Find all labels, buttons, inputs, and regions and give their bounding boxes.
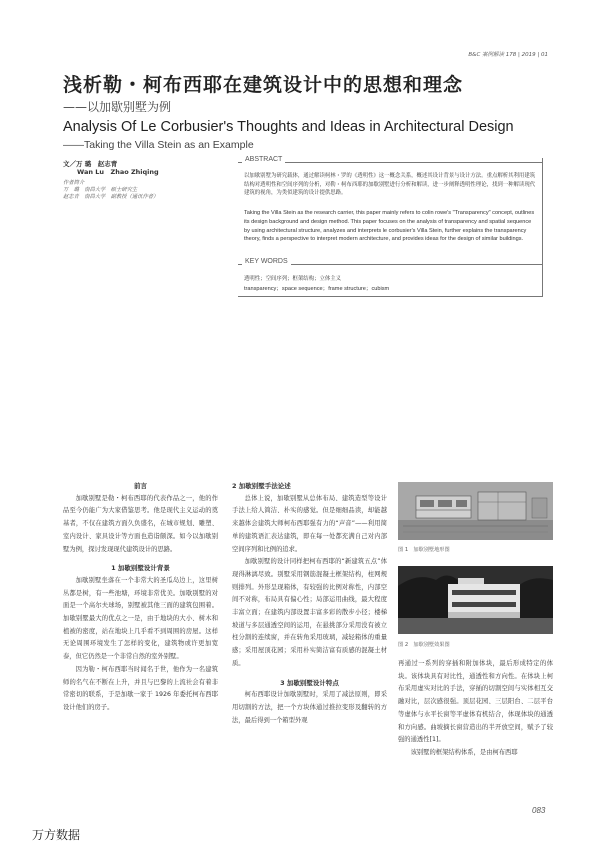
section-1-paragraph-1: 加歇别墅坐落在一个非常大的圣瓜岛边上，这里树丛都是树，有一些池塘，环境非常优美。加歇别墅的对面是一个高尔夫球场，别墅被其他三面的建筑包围着。加歇别墅最大的优点之一是，由于地块的大小、树木和植被的密度，站在地块上几乎看不到周围的房屋。这样无论周围环境发生了怎样的变化，建筑物或许更加宽泰，但它仍然是一个非常自然的室外别墅。 (63, 576, 218, 661)
subtitle-english: ——Taking the Villa Stein as an Example (63, 139, 254, 151)
abstract-label: ABSTRACT (242, 156, 285, 163)
body-column-1 (63, 480, 218, 715)
title-chinese: 浅析勒・柯布西耶在建筑设计中的思想和理念 (63, 74, 464, 96)
figure-2-caption: 图 2 加歇别墅效果图 (398, 642, 450, 648)
abstract-chinese: 以加歇别墅为研究载体，通过解读柯林・罗的《透明性》这一概念关系，概述其设计背景与设计方法。重点解析其利用建筑结构对透明性和空间序列的分析，对勒・柯布西耶的加歇别墅进行分析和解读，进一步阐释透明性理论，找到一种解读现代建筑的视角，为类似建筑的设计提供思路。 (244, 173, 536, 196)
author-block (63, 160, 233, 201)
preface-heading: 前言 (134, 482, 147, 490)
body-column-2 (232, 480, 387, 727)
author-intro-2: 赵志青 南昌大学 副教授（通讯作者） (63, 194, 159, 200)
section-3-heading: 3 加歇别墅设计特点 (280, 678, 339, 687)
journal-header: B&C 案例解读 178 | 2019 | 01 (468, 52, 548, 58)
body-column-3 (398, 658, 553, 760)
preface-paragraph: 加歇别墅是勒・柯布西耶的代表作品之一，他的作品至今仍能广为大家借鉴思考。他是现代主义运动的奠基者，不仅在建筑方面久负盛名，在城市规划、雕塑、室内设计、家具设计等方面也造诣颇深。如今以加歇别墅为例，探讨发现现代建筑设计的思路。 (63, 494, 218, 553)
column-3-paragraph-2: 该别墅的框架结构体系，是由柯布西耶 (410, 748, 518, 756)
author-names-en: Wan Lu Zhao Zhiqing (77, 168, 159, 176)
section-1-paragraph-2: 因为勒・柯布西耶当时闻名于世，他作为一名建筑师的名气在不断在上升，并且与巴黎的上流社会有着非常密切的联系，于是加歇一家于 1926 年委托柯布西耶设计他们的房子。 (63, 665, 218, 711)
site-plan-photo (398, 482, 553, 540)
author-intro-label: 作者简介 (63, 180, 85, 186)
figure-1-caption: 图 1 加歇别墅地形图 (398, 547, 450, 553)
section-3-paragraph-1: 柯布西耶设计加歇别墅时，采用了减法原则，即采用切割的方法，把一个方块体通过推拉变形及翻转的方法，最后得到一个箱型外观 (232, 691, 387, 724)
subtitle-chinese: ——以加歇别墅为例 (63, 100, 172, 114)
column-3-paragraph-1: 再通过一系列的穿插和附加体块，最后形成特定的体块。该体块具有对比性，通透性和方向性。在体块上柯布采用虚实对比的手法，穿插的切割空间与实体相互交融对比，层次感很强。顶层花园、三层阳台、二层平台等虚体与水平长窗等平虚体有机结合，体现体块的通透和方向感。曲坡摘长窗营造出的半开放空间，赋予了较强的通透性[1]。 (398, 660, 553, 744)
author-names-cn: 文／万 璐 赵志青 (63, 160, 118, 168)
author-intro-1: 万 璐 南昌大学 硕士研究生 (63, 187, 138, 193)
section-2-paragraph-2: 加歇别墅的设计同样把柯布西耶的“新建筑五点”体现得淋漓尽致。别墅采用钢筋混凝土框架结构，柱网规则排列。外形呈现箱体，有较强的比例对称性，内部空间不对称，布局具有偏心性；局部运用曲线，最大程度丰富立面；在建筑内部设置丰富多彩的散步小径；楼梯坡道与多层通透空间的运用，在悬挑部分采用没有被立柱分割的连续窗，并在转角采用玻璃，减轻箱体的重量感；采用屋顶花园；采用朴实简洁富有质感的混凝土材质。 (232, 558, 387, 667)
keywords-english: transparency；space sequence；frame structure；cubism (244, 286, 390, 292)
section-1-heading: 1 加歇别墅设计背景 (111, 564, 170, 573)
footer-watermark: 万方数据 (32, 828, 81, 842)
abstract-english: Taking the Villa Stein as the research carrier, this paper mainly refers to colin rowe's "Transparency" concept, outlines its design background and design method. This paper focuses on the analysis of transparency and spatial sequence by using architectural structure, analyzes and interprets le corbusier's Villa Stein, further explains the transparency theory, finds a perspective to interpret modern architecture, and provides ideas for the design of similar buildings. (244, 210, 535, 243)
section-2-paragraph-1: 总体上说，加歇别墅从总体布局、建筑造型等设计手法上给人简洁、朴实的感觉。但是细细品读，却能越来越体会建筑大师柯布西耶强有力的“声音”——利用简单的建筑语汇表达建筑，即在每一处都充满自己对内部空间序列和比例的追求。 (232, 494, 387, 553)
section-2-heading: 2 加歇别墅手法论述 (232, 482, 291, 490)
keywords-label: KEY WORDS (242, 258, 291, 265)
keywords-chinese: 透明性；空间序列；框架结构；立体主义 (244, 276, 342, 282)
villa-rendering-photo (398, 566, 553, 634)
title-english: Analysis Of Le Corbusier's Thoughts and Ideas in Architectural Design (63, 119, 514, 135)
page-number: 083 (532, 806, 546, 815)
